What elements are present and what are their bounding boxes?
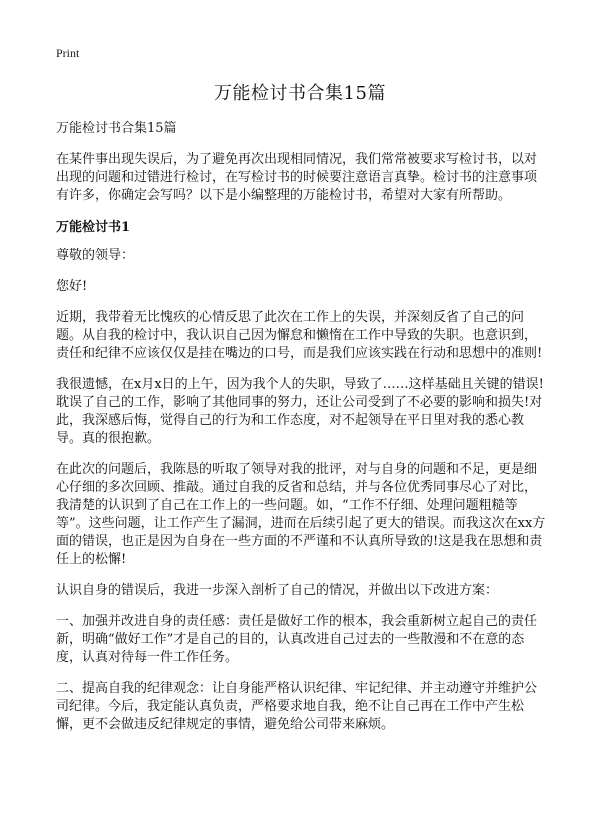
intro-paragraph: 在某件事出现失误后，为了避免再次出现相同情况，我们常常被要求写检讨书，以对出现的问题和过错进行检讨，在写检讨书的时候要注意语言真挚。检讨书的注意事项有许多，你确定会写吗？以下是小编整理的万能检讨书，希望对大家有所帮助。 (56, 152, 538, 203)
document-body (56, 120, 546, 747)
body-paragraph-2: 我很遗憾，在x月x日的上午，因为我个人的失职，导致了……这样基础且关键的错误!耽误了自己的工作，影响了其他同事的努力，还让公司受到了不必要的影响和损失!对此，我深感后悔，觉得自己的行为和工作态度，对不起领导在平日里对我的悉心教导。真的很抱歉。 (56, 377, 544, 446)
salutation: 尊敬的领导： (56, 248, 135, 263)
document-subtitle: 万能检讨书合集15篇 (56, 121, 177, 136)
body-paragraph-6: 二、提高自我的纪律观念：让自身能严格认识纪律、牢记纪律、并主动遵守并维护公司纪律。今后，我定能认真负责，严格要求地自我，绝不让自己再在工作中产生松懈，更不会做违反纪律规定的事情，避免给公司带来麻烦。 (56, 681, 538, 732)
body-paragraph-1: 近期，我带着无比愧疚的心情反思了此次在工作上的失误，并深刻反省了自己的问题。从自我的检讨中，我认识自己因为懈怠和懒惰在工作中导致的失职。也意识到，责任和纪律不应该仅仅是挂在嘴边的口号，而是我们应该实践在行动和思想中的准则! (56, 310, 543, 361)
print-link[interactable]: Print (56, 46, 80, 60)
greeting: 您好! (56, 279, 88, 294)
body-paragraph-5: 一、加强并改进自身的责任感：责任是做好工作的根本，我会重新树立起自己的责任新，明确“做好工作”才是自己的目的，认真改进自己过去的一些散漫和不在意的态度，认真对待每一件工作任务。 (56, 614, 538, 665)
section-heading: 万能检讨书1 (56, 220, 131, 235)
body-paragraph-3: 在此次的问题后，我陈恳的听取了领导对我的批评，对与自身的问题和不足，更是细心仔细的多次回顾、推敲。通过自我的反省和总结，并与各位优秀同事尽心了对比，我清楚的认识到了自己在工作上的一些问题。如，“工作不仔细、处理问题粗糙等等”。这些问题，让工作产生了漏洞，进而在后续引起了更大的错误。而我这次在xx方面的错误，也正是因为自身在一些方面的不严谨和不认真所导致的!这是我在思想和责任上的松懈! (56, 462, 546, 567)
page-title: 万能检讨书合集15篇 (214, 83, 386, 104)
body-paragraph-4: 认识自身的错误后，我进一步深入剖析了自己的情况，并做出以下改进方案： (56, 583, 499, 598)
